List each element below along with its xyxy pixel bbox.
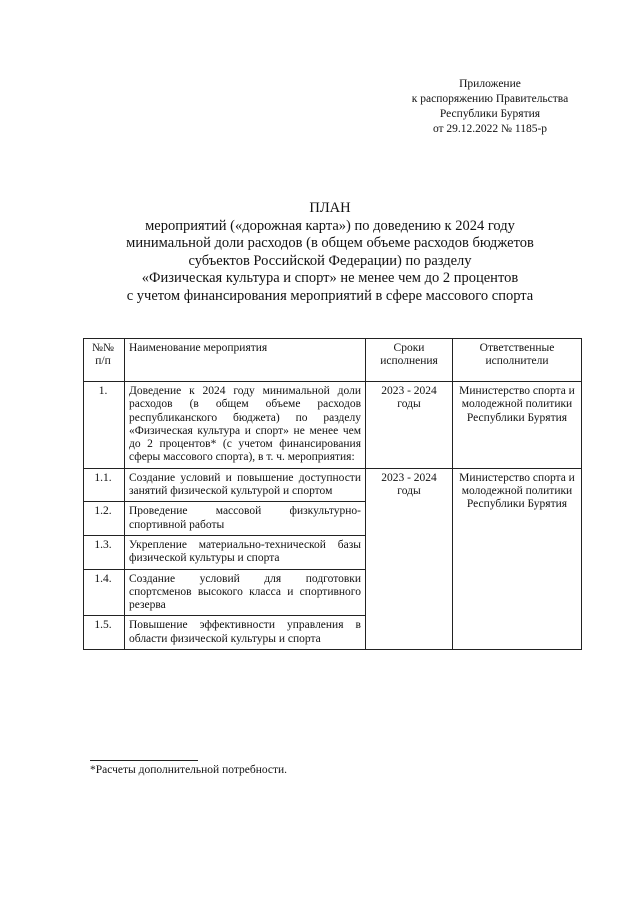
row-name: Создание условий и повышение доступности занятий физической культурой и спортом: [125, 468, 366, 502]
header-num: №№ п/п: [84, 339, 125, 382]
title-line-1: мероприятий («дорожная карта») по доведению к 2024 году: [145, 217, 515, 234]
appendix-line-4: от 29.12.2022 № 1185-р: [432, 123, 548, 135]
appendix-block: [380, 77, 600, 137]
row-num: 1.3.: [84, 535, 125, 569]
appendix-line-1: Приложение: [459, 78, 521, 90]
table-row: [84, 382, 582, 469]
title-line-4: «Физическая культура и спорт» не менее чем до 2 процентов: [141, 270, 519, 286]
table-header-row: [84, 339, 582, 382]
row-name: Создание условий для подготовки спортсменов высокого класса и спортивного резерва: [125, 569, 366, 616]
row-num: 1.4.: [84, 569, 125, 616]
title-line-3: субъектов Российской Федерации) по разделу: [188, 252, 472, 269]
title-heading: ПЛАН: [309, 200, 351, 216]
title-line-2: минимальной доли расходов (в общем объеме расходов бюджетов: [126, 235, 534, 251]
row-num: 1.: [84, 382, 125, 469]
row-num: 1.5.: [84, 616, 125, 650]
header-executors: Ответственные исполнители: [453, 339, 582, 382]
header-name: Наименование мероприятия: [125, 339, 366, 382]
title-line-5: с учетом финансирования мероприятий в сфере массового спорта: [126, 287, 534, 304]
row-name: Повышение эффективности управления в области физической культуры и спорта: [125, 616, 366, 650]
plan-table: [83, 338, 582, 650]
row-executors: Министерство спорта и молодежной политики Республики Бурятия: [453, 382, 582, 469]
footnote: *Расчеты дополнительной потребности.: [90, 764, 288, 776]
row-num: 1.2.: [84, 502, 125, 536]
row-name: Проведение массовой физкультурно-спортивной работы: [125, 502, 366, 536]
group-terms: 2023 - 2024 годы: [366, 468, 453, 649]
row-num: 1.1.: [84, 468, 125, 502]
row-name: Доведение к 2024 году минимальной доли расходов (в общем объеме расходов республиканского бюджета) по разделу «Физическая культура и спорт» не менее чем до 2 процентов* (с учетом финансирования сферы массового спорта), в т. ч. мероприятия:: [125, 382, 366, 469]
footnote-divider: [90, 760, 198, 761]
appendix-line-3: Республики Бурятия: [439, 108, 541, 120]
table-row: [84, 468, 582, 502]
document-title: [60, 200, 600, 305]
row-name: Укрепление материально-технической базы физической культуры и спорта: [125, 535, 366, 569]
appendix-line-2: к распоряжению Правительства: [411, 93, 569, 105]
header-terms: Сроки исполнения: [366, 339, 453, 382]
row-terms: 2023 - 2024 годы: [366, 382, 453, 469]
group-executors: Министерство спорта и молодежной политики Республики Бурятия: [453, 468, 582, 649]
